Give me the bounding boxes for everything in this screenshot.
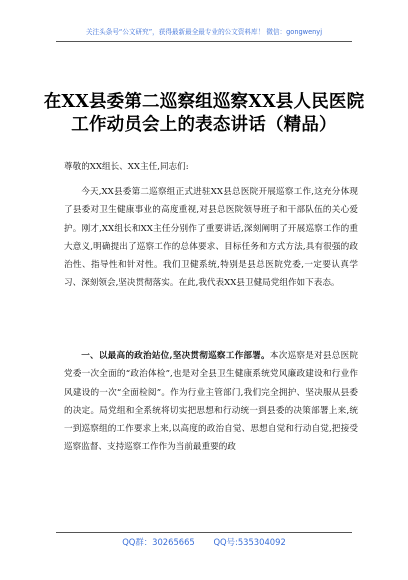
paragraph-2-body: 本次巡察是对县总医院党委一次全面的“政治体检”,也是对全县卫生健康系统党风廉政建设和行业作风建设的一次“全面检阅”。作为行业主管部门,我们完全拥护、坚决服从县委的决定。局党组和全系统将切实把思想和行动统一到县委的决策部署上来,统一到巡察组的工作要求上来,以高度的政治自觉、思想自觉和行动自觉,把接受巡察监督、支持巡察工作作为当前最重要的政 [64,351,358,453]
header-banner: 关注头条号“公文研究”，获得最新最全最专业的公文资料库！ 微信：gongwenyj [85,28,323,36]
document-title-line-1: 在XX县委第二巡察组巡察XX县人民医院 [43,92,365,112]
paragraph-2-heading: 一、以最高的政治站位,坚决贯彻巡察工作部署。 [81,351,270,361]
salutation: 尊敬的XX组长、XX主任,同志们: [64,162,189,172]
footer-qq-group: QQ群：30265665 [122,537,195,547]
footer-qq-number: QQ号:535304092 [213,537,286,547]
footer-divider [56,532,352,533]
header-divider [56,41,352,42]
paragraph-1: 今天,XX县委第二巡察组正式进驻XX县总医院开展巡察工作,这充分体现了县委对卫生健康事业的高度重视,对县总医院领导班子和干部队伍的关心爱护。刚才,XX组长和XX主任分别作了重要讲话,深刻阐明了开展巡察工作的重大意义,明确提出了巡察工作的总体要求、目标任务和方式方法,具有很强的政治性、指导性和针对性。我们卫健系统,特别是县总医院党委,一定要认真学习、深刻领会,坚决贯彻落实。在此,我代表XX县卫健局党组作如下表态。 [64,187,358,289]
footer [0,536,408,548]
document-title-line-2: 工作动员会上的表态讲话（精品） [71,115,337,135]
paragraph-2 [64,347,358,457]
